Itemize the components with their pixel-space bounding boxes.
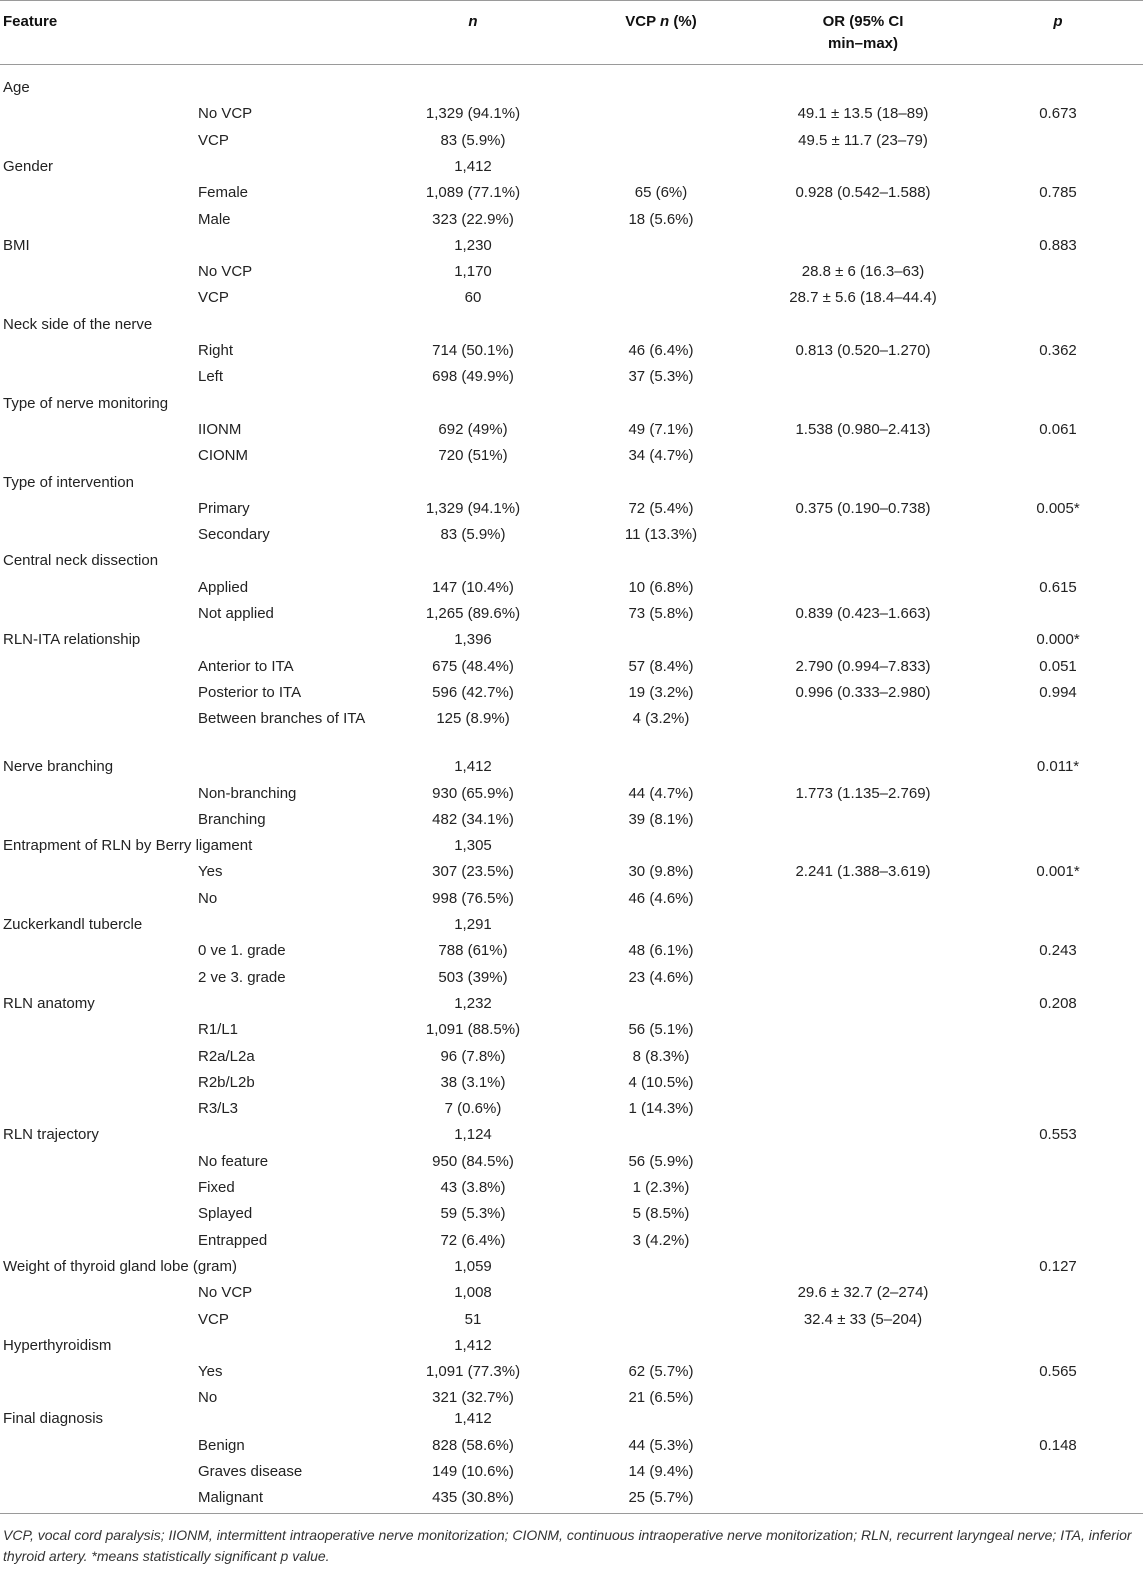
table-row xyxy=(0,314,1143,340)
row-vcp: 14 (9.4%) xyxy=(628,1463,694,1480)
table-row xyxy=(0,835,1143,861)
row-p: 0.001* xyxy=(1036,863,1080,881)
row-n: 1,412 xyxy=(454,157,492,175)
row-vcp: 21 (6.5%) xyxy=(628,1389,694,1407)
table-row xyxy=(0,1019,1143,1045)
row-n: 1,412 xyxy=(454,1410,492,1428)
row-subgroup: Non-branching xyxy=(198,784,297,802)
row-subgroup: Fixed xyxy=(198,1179,235,1196)
row-n: 83 (5.9%) xyxy=(440,526,506,544)
table-row xyxy=(0,756,1143,782)
table-row xyxy=(0,940,1143,966)
header-vcp xyxy=(561,11,761,33)
table-row xyxy=(0,1435,1143,1461)
row-subgroup: 0 ve 1. grade xyxy=(198,942,286,960)
row-p: 0.785 xyxy=(1039,184,1077,202)
row-subgroup: Anterior to ITA xyxy=(198,657,294,675)
row-feature: Neck side of the nerve xyxy=(3,315,153,333)
table-row xyxy=(0,1361,1143,1387)
row-feature: BMI xyxy=(3,236,30,254)
row-n: 692 (49%) xyxy=(438,420,508,438)
row-subgroup: R3/L3 xyxy=(198,1100,239,1118)
row-subgroup: Branching xyxy=(198,810,266,828)
row-n: 72 (6.4%) xyxy=(440,1231,506,1249)
row-p: 0.148 xyxy=(1039,1436,1077,1454)
row-n: 714 (50.1%) xyxy=(432,342,514,359)
row-n: 1,265 (89.6%) xyxy=(425,605,521,622)
row-subgroup: Splayed xyxy=(198,1205,253,1223)
row-subgroup: Graves disease xyxy=(198,1463,303,1480)
row-vcp: 46 (6.4%) xyxy=(628,342,694,359)
table-row xyxy=(0,629,1143,655)
row-feature: Type of nerve monitoring xyxy=(3,394,169,412)
row-p: 0.005* xyxy=(1036,499,1080,517)
row-feature: Zuckerkandl tubercle xyxy=(3,916,143,933)
row-or: 49.1 ± 13.5 (18–89) xyxy=(797,105,929,123)
table-row xyxy=(0,888,1143,914)
table-row xyxy=(0,550,1143,576)
row-n: 1,124 xyxy=(454,1126,492,1144)
row-feature: RLN-ITA relationship xyxy=(3,631,141,649)
row-feature: Central neck dissection xyxy=(3,552,159,570)
row-vcp: 11 (13.3%) xyxy=(624,526,698,544)
row-or: 0.813 (0.520–1.270) xyxy=(795,342,931,359)
table-row xyxy=(0,498,1143,524)
row-vcp: 34 (4.7%) xyxy=(628,447,694,465)
row-n: 51 xyxy=(464,1310,482,1328)
table-row xyxy=(0,1072,1143,1098)
row-subgroup: Right xyxy=(198,342,234,359)
row-n: 1,412 xyxy=(454,758,492,776)
table-row xyxy=(0,1487,1143,1513)
row-subgroup: VCP xyxy=(198,1310,229,1328)
row-or: 32.4 ± 33 (5–204) xyxy=(803,1310,923,1328)
row-or: 2.790 (0.994–7.833) xyxy=(795,657,931,675)
table-row xyxy=(0,603,1143,629)
header-p: p xyxy=(1053,13,1063,30)
row-vcp: 4 (10.5%) xyxy=(628,1073,694,1091)
table-row xyxy=(0,103,1143,129)
row-or: 28.7 ± 5.6 (18.4–44.4) xyxy=(789,289,937,307)
row-subgroup: Entrapped xyxy=(198,1231,268,1249)
row-n: 1,329 (94.1%) xyxy=(425,499,521,517)
header-n: n xyxy=(468,13,478,30)
table-row xyxy=(0,1408,1143,1434)
row-n: 1,091 (88.5%) xyxy=(425,1021,521,1039)
table-row xyxy=(0,156,1143,182)
row-n: 1,059 xyxy=(454,1257,492,1275)
row-or: 0.375 (0.190–0.738) xyxy=(795,499,931,517)
row-vcp: 72 (5.4%) xyxy=(628,499,694,517)
row-vcp: 8 (8.3%) xyxy=(632,1047,690,1065)
row-subgroup: Yes xyxy=(198,1363,223,1381)
row-p: 0.615 xyxy=(1039,578,1077,596)
row-or: 1.538 (0.980–2.413) xyxy=(795,420,931,438)
table-row xyxy=(0,1203,1143,1229)
row-p: 0.061 xyxy=(1039,420,1077,438)
row-subgroup: R2b/L2b xyxy=(198,1073,255,1091)
row-subgroup: VCP xyxy=(198,131,229,149)
row-n: 1,291 xyxy=(454,916,492,933)
table-bottom-rule xyxy=(0,1513,1143,1514)
row-or: 2.241 (1.388–3.619) xyxy=(795,863,931,881)
row-n: 1,396 xyxy=(454,631,492,649)
row-vcp: 3 (4.2%) xyxy=(632,1231,690,1249)
header-bottom-rule xyxy=(0,64,1143,65)
row-feature: RLN anatomy xyxy=(3,994,95,1012)
row-vcp: 10 (6.8%) xyxy=(628,578,694,596)
table-row xyxy=(0,1177,1143,1203)
row-vcp: 1 (2.3%) xyxy=(632,1179,690,1196)
row-feature: Weight of thyroid gland lobe (gram) xyxy=(3,1257,238,1275)
row-vcp: 30 (9.8%) xyxy=(628,863,694,881)
row-vcp: 56 (5.9%) xyxy=(628,1152,694,1170)
table-footnote: VCP, vocal cord paralysis; IIONM, intermittent intraoperative nerve monitorization; CIONM, continuous intraoperative nerve monitorization; RLN, recurrent laryngeal nerve; ITA, inferior thyroid artery. *means statistically significant p value. xyxy=(3,1527,1132,1564)
table-row xyxy=(0,993,1143,1019)
row-subgroup: IIONM xyxy=(198,420,242,438)
row-vcp: 39 (8.1%) xyxy=(628,810,694,828)
row-subgroup: Secondary xyxy=(198,526,270,544)
row-p: 0.673 xyxy=(1039,105,1077,123)
row-n: 321 (32.7%) xyxy=(432,1389,514,1407)
row-subgroup: Between branches of ITA xyxy=(198,710,366,728)
row-subgroup: Posterior to ITA xyxy=(198,683,302,701)
row-n: 1,329 (94.1%) xyxy=(425,105,521,123)
row-n: 96 (7.8%) xyxy=(440,1047,506,1065)
table-row xyxy=(0,861,1143,887)
table-row xyxy=(0,1230,1143,1256)
row-or: 28.8 ± 6 (16.3–63) xyxy=(801,263,925,281)
row-or: 29.6 ± 32.7 (2–274) xyxy=(797,1284,929,1302)
row-subgroup: No VCP xyxy=(198,1284,253,1302)
row-vcp: 5 (8.5%) xyxy=(632,1205,690,1223)
header-or xyxy=(763,11,963,55)
table-row xyxy=(0,1282,1143,1308)
row-p: 0.051 xyxy=(1039,657,1077,675)
table-row xyxy=(0,1461,1143,1487)
row-n: 720 (51%) xyxy=(438,447,508,465)
row-subgroup: No xyxy=(198,1389,218,1407)
row-vcp: 44 (5.3%) xyxy=(628,1436,694,1454)
row-n: 1,091 (77.3%) xyxy=(425,1363,521,1381)
table-row xyxy=(0,77,1143,103)
row-vcp: 57 (8.4%) xyxy=(628,657,694,675)
header-vcp-suffix: (%) xyxy=(669,13,697,30)
header-or-line2: min–max) xyxy=(827,35,899,52)
row-p: 0.565 xyxy=(1039,1363,1077,1381)
table-row xyxy=(0,393,1143,419)
header-feature: Feature xyxy=(3,13,58,30)
row-subgroup: R2a/L2a xyxy=(198,1047,255,1065)
row-subgroup: No VCP xyxy=(198,105,253,123)
table-row xyxy=(0,783,1143,809)
table-row xyxy=(0,261,1143,287)
row-n: 147 (10.4%) xyxy=(432,578,514,596)
table-row xyxy=(0,287,1143,313)
row-n: 38 (3.1%) xyxy=(440,1073,506,1091)
row-vcp: 37 (5.3%) xyxy=(628,368,694,386)
table-row xyxy=(0,1098,1143,1124)
row-feature: Type of intervention xyxy=(3,473,134,491)
row-feature: RLN trajectory xyxy=(3,1126,99,1144)
row-n: 930 (65.9%) xyxy=(432,784,514,802)
row-n: 43 (3.8%) xyxy=(440,1179,506,1196)
table-row xyxy=(0,1256,1143,1282)
row-vcp: 56 (5.1%) xyxy=(628,1021,694,1039)
table-row xyxy=(0,524,1143,550)
row-subgroup: 2 ve 3. grade xyxy=(198,968,286,986)
row-subgroup: Not applied xyxy=(198,605,274,622)
table-row xyxy=(0,340,1143,366)
row-vcp: 48 (6.1%) xyxy=(628,942,694,960)
row-n: 323 (22.9%) xyxy=(432,210,514,228)
row-vcp: 19 (3.2%) xyxy=(628,683,694,701)
row-p: 0.243 xyxy=(1039,942,1077,960)
row-subgroup: No xyxy=(198,889,218,907)
table-row xyxy=(0,577,1143,603)
row-vcp: 44 (4.7%) xyxy=(628,784,694,802)
row-feature: Hyperthyroidism xyxy=(3,1336,112,1354)
row-n: 675 (48.4%) xyxy=(432,657,514,675)
table-row xyxy=(0,130,1143,156)
row-n: 482 (34.1%) xyxy=(432,810,514,828)
row-n: 1,008 xyxy=(454,1284,492,1302)
row-p: 0.553 xyxy=(1039,1126,1077,1144)
row-subgroup: Malignant xyxy=(198,1489,264,1507)
row-or: 0.928 (0.542–1.588) xyxy=(795,184,931,202)
row-n: 59 (5.3%) xyxy=(440,1205,506,1223)
row-subgroup: R1/L1 xyxy=(198,1021,239,1039)
table-row xyxy=(0,656,1143,682)
row-n: 950 (84.5%) xyxy=(432,1152,514,1170)
row-p: 0.362 xyxy=(1039,342,1077,359)
row-p: 0.883 xyxy=(1039,236,1077,254)
row-vcp: 62 (5.7%) xyxy=(628,1363,694,1381)
table-row xyxy=(0,366,1143,392)
row-feature: Age xyxy=(3,79,30,96)
header-or-line1: OR (95% CI xyxy=(822,13,904,30)
row-subgroup: Left xyxy=(198,368,224,386)
table-row xyxy=(0,1151,1143,1177)
table-row xyxy=(0,682,1143,708)
row-p: 0.127 xyxy=(1039,1257,1077,1275)
table-row xyxy=(0,967,1143,993)
table-row xyxy=(0,1046,1143,1072)
row-p: 0.208 xyxy=(1039,994,1077,1012)
row-n: 1,230 xyxy=(454,236,492,254)
row-n: 1,412 xyxy=(454,1336,492,1354)
row-n: 1,305 xyxy=(454,837,492,855)
row-vcp: 73 (5.8%) xyxy=(628,605,694,622)
table-row xyxy=(0,1335,1143,1361)
table-row xyxy=(0,1309,1143,1335)
row-subgroup: VCP xyxy=(198,289,229,307)
table-row xyxy=(0,419,1143,445)
table-row xyxy=(0,708,1143,734)
row-or: 1.773 (1.135–2.769) xyxy=(795,784,931,802)
table-row xyxy=(0,209,1143,235)
table-row xyxy=(0,182,1143,208)
row-n: 307 (23.5%) xyxy=(432,863,514,881)
row-n: 788 (61%) xyxy=(438,942,508,960)
row-subgroup: Male xyxy=(198,210,231,228)
row-or: 0.839 (0.423–1.663) xyxy=(795,605,931,622)
row-vcp: 25 (5.7%) xyxy=(628,1489,694,1507)
row-vcp: 49 (7.1%) xyxy=(628,420,694,438)
row-subgroup: Applied xyxy=(198,578,249,596)
row-feature: Gender xyxy=(3,157,54,175)
row-n: 125 (8.9%) xyxy=(436,710,510,728)
row-p: 0.994 xyxy=(1039,683,1077,701)
table-row xyxy=(0,914,1143,940)
row-n: 1,089 (77.1%) xyxy=(425,184,521,202)
row-n: 596 (42.7%) xyxy=(432,683,514,701)
row-vcp: 18 (5.6%) xyxy=(628,210,694,228)
row-n: 7 (0.6%) xyxy=(444,1100,502,1118)
row-or: 49.5 ± 11.7 (23–79) xyxy=(798,131,928,149)
row-subgroup: Yes xyxy=(198,863,223,881)
row-n: 698 (49.9%) xyxy=(432,368,514,386)
row-vcp: 1 (14.3%) xyxy=(628,1100,694,1118)
row-n: 1,170 xyxy=(454,263,492,281)
row-n: 828 (58.6%) xyxy=(432,1436,514,1454)
row-subgroup: CIONM xyxy=(198,447,248,465)
row-n: 998 (76.5%) xyxy=(432,889,514,907)
header-vcp-italic: n xyxy=(660,13,670,30)
row-n: 83 (5.9%) xyxy=(440,131,506,149)
row-subgroup: Primary xyxy=(198,499,250,517)
row-subgroup: No VCP xyxy=(198,263,253,281)
row-n: 149 (10.6%) xyxy=(432,1463,514,1480)
table-row xyxy=(0,1124,1143,1150)
row-subgroup: Female xyxy=(198,184,249,202)
row-n: 60 xyxy=(464,289,482,307)
row-vcp: 46 (4.6%) xyxy=(628,889,694,907)
table-row xyxy=(0,445,1143,471)
row-vcp: 23 (4.6%) xyxy=(628,968,694,986)
row-n: 435 (30.8%) xyxy=(432,1489,514,1507)
row-p: 0.000* xyxy=(1036,631,1080,649)
table-row xyxy=(0,472,1143,498)
row-subgroup: Benign xyxy=(198,1436,245,1454)
header-vcp-prefix: VCP xyxy=(625,13,661,30)
table-top-rule xyxy=(0,0,1143,1)
row-n: 503 (39%) xyxy=(438,968,508,986)
row-or: 0.996 (0.333–2.980) xyxy=(795,683,931,701)
row-vcp: 65 (6%) xyxy=(634,184,688,202)
row-feature: Nerve branching xyxy=(3,758,114,776)
row-vcp: 4 (3.2%) xyxy=(632,710,690,728)
row-n: 1,232 xyxy=(454,994,492,1012)
row-p: 0.011* xyxy=(1036,758,1080,776)
row-subgroup: No feature xyxy=(198,1152,269,1170)
table-row xyxy=(0,235,1143,261)
row-feature: Entrapment of RLN by Berry ligament xyxy=(3,837,253,855)
row-feature: Final diagnosis xyxy=(3,1410,104,1428)
table-row xyxy=(0,809,1143,835)
